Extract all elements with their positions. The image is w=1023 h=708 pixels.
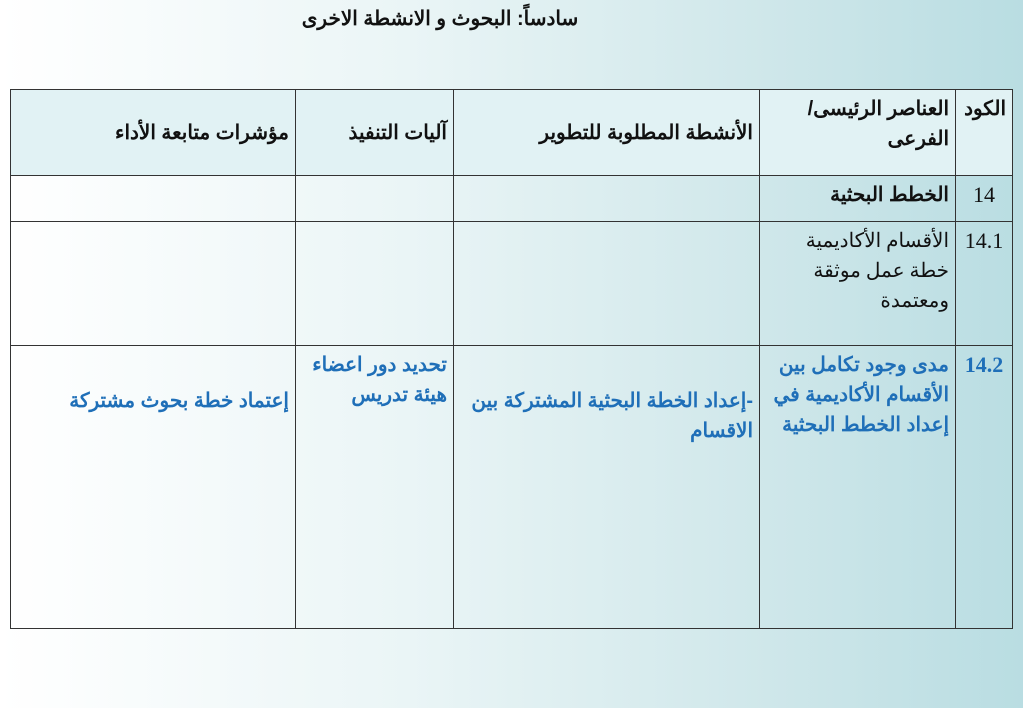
row-code: 14.2 (956, 346, 1013, 629)
header-activities: الأنشطة المطلوبة للتطوير (454, 90, 760, 176)
row-element: مدى وجود تكامل بين الأقسام الأكاديمية في إعداد الخطط البحثية (760, 346, 956, 629)
header-indicators: مؤشرات متابعة الأداء (11, 90, 296, 176)
row-element: الأقسام الأكاديمية خطة عمل موثقة ومعتمدة (760, 222, 956, 346)
row-indicator (11, 176, 296, 222)
header-elements: العناصر الرئيسى/ الفرعى (760, 90, 956, 176)
row-activity (454, 222, 760, 346)
row-code: 14 (956, 176, 1013, 222)
row-mechanism: تحديد دور اعضاء هيئة تدريس (296, 346, 454, 629)
header-mechanisms: آليات التنفيذ (296, 90, 454, 176)
row-indicator: إعتماد خطة بحوث مشتركة (11, 346, 296, 629)
row-mechanism (296, 222, 454, 346)
row-activity: -إعداد الخطة البحثية المشتركة بين الاقسام (454, 346, 760, 629)
header-code: الكود (956, 90, 1013, 176)
row-code: 14.1 (956, 222, 1013, 346)
table-header-row (11, 90, 1013, 176)
research-table (10, 89, 1013, 629)
row-mechanism (296, 176, 454, 222)
row-activity (454, 176, 760, 222)
table-row (11, 222, 1013, 346)
table-row (11, 346, 1013, 629)
row-indicator (11, 222, 296, 346)
row-element: الخطط البحثية (760, 176, 956, 222)
table-row (11, 176, 1013, 222)
page-title: سادساً: البحوث و الانشطة الاخرى (301, 8, 579, 30)
